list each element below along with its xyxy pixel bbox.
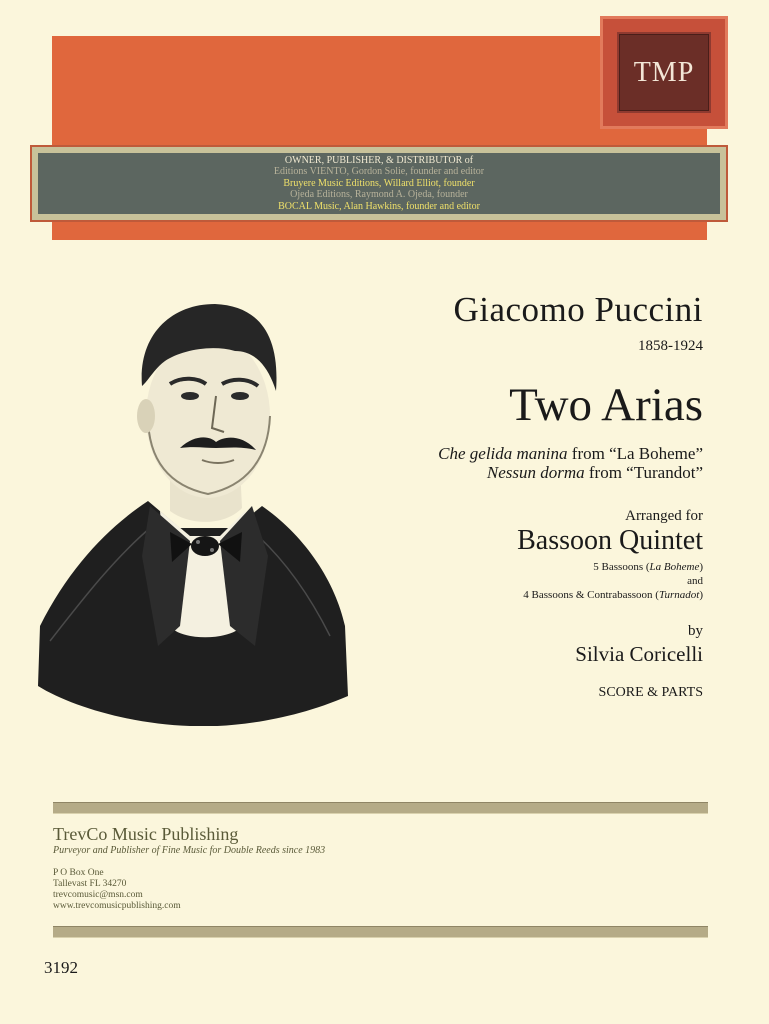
aria-name: Che gelida manina (438, 444, 568, 463)
scoring-line: 4 Bassoons & Contrabassoon (Turnadot) (523, 589, 703, 601)
composer-dates: 1858-1924 (638, 338, 703, 354)
scoring-line: 5 Bassoons (La Boheme) (593, 561, 703, 573)
info-line: Editions VIENTO, Gordon Solie, founder and editor (273, 166, 485, 178)
aria-list (438, 444, 703, 482)
composer-name: Giacomo Puccini (453, 290, 703, 329)
composer-portrait (30, 296, 350, 726)
edition-label: SCORE & PARTS (598, 685, 703, 700)
address-line: trevcomusic@msn.com (53, 890, 143, 900)
publisher-info-panel (38, 153, 720, 214)
aria-item (438, 463, 703, 482)
instrumentation (523, 560, 703, 602)
arranger-name: Silvia Coricelli (575, 642, 703, 666)
publisher-tagline: Purveyor and Publisher of Fine Music for Double Reeds since 1983 (53, 845, 326, 856)
address-line: www.trevcomusicpublishing.com (53, 901, 181, 911)
catalog-number: 3192 (44, 958, 78, 977)
logo-text: TMP (633, 56, 695, 88)
info-line: Ojeda Editions, Raymond A. Ojeda, founder (290, 189, 468, 201)
divider-rule (53, 802, 708, 814)
work-title: Two Arias (509, 379, 703, 431)
info-line: Bruyere Music Editions, Willard Elliot, founder (283, 177, 475, 189)
address-line: P O Box One (53, 868, 104, 878)
publisher-address (53, 868, 181, 912)
scoring-line: and (687, 575, 703, 587)
aria-source: from “La Boheme” (567, 444, 703, 463)
tmp-logo (619, 34, 709, 111)
ensemble-name: Bassoon Quintet (517, 525, 703, 556)
publisher-name: TrevCo Music Publishing (53, 824, 239, 844)
info-line: OWNER, PUBLISHER, & DISTRIBUTOR of (284, 154, 474, 166)
aria-item (438, 444, 703, 463)
divider-rule (53, 926, 708, 938)
aria-name: Nessun dorma (486, 463, 585, 482)
aria-source: from “Turandot” (584, 463, 703, 482)
address-line: Tallevast FL 34270 (53, 879, 127, 889)
info-line: BOCAL Music, Alan Hawkins, founder and editor (278, 200, 480, 212)
arranged-for-label: Arranged for (625, 508, 703, 524)
by-label: by (688, 623, 703, 639)
